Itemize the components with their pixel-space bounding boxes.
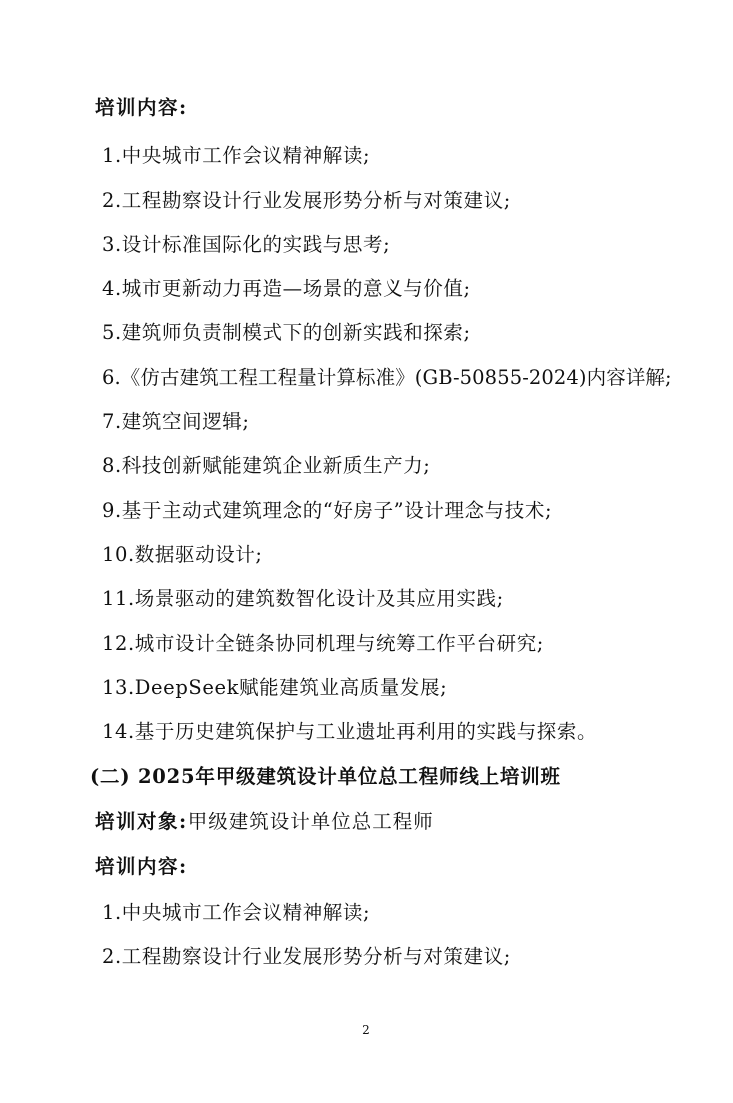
training-target	[95, 807, 434, 837]
list-item: 2.工程勘察设计行业发展形势分析与对策建议;	[102, 189, 511, 212]
section-title: (二) 2025年甲级建筑设计单位总工程师线上培训班	[90, 765, 561, 788]
page-number: 2	[362, 1023, 370, 1037]
list-item: 3.设计标准国际化的实践与思考;	[102, 233, 391, 256]
list-item: 14.基于历史建筑保护与工业遗址再利用的实践与探索。	[102, 720, 598, 743]
list-item: 9.基于主动式建筑理念的“好房子”设计理念与技术;	[102, 499, 553, 522]
list-item: 1.中央城市工作会议精神解读;	[102, 901, 371, 924]
list-item: 13.DeepSeek赋能建筑业高质量发展;	[102, 676, 448, 699]
list-item: 11.场景驱动的建筑数智化设计及其应用实践;	[102, 587, 504, 610]
list-item: 6.《仿古建筑工程工程量计算标准》(GB-50855-2024)内容详解;	[102, 366, 672, 389]
list-item: 12.城市设计全链条协同机理与统筹工作平台研究;	[102, 632, 544, 655]
content-heading: 培训内容:	[95, 96, 188, 119]
list-item: 5.建筑师负责制模式下的创新实践和探索;	[102, 321, 471, 344]
list-item: 7.建筑空间逻辑;	[102, 410, 250, 433]
list-item: 2.工程勘察设计行业发展形势分析与对策建议;	[102, 945, 511, 968]
list-item: 1.中央城市工作会议精神解读;	[102, 144, 371, 167]
list-item: 8.科技创新赋能建筑企业新质生产力;	[102, 454, 431, 477]
training-target-value: 甲级建筑设计单位总工程师	[187, 810, 434, 833]
list-item: 4.城市更新动力再造—场景的意义与价值;	[102, 277, 471, 300]
list-item: 10.数据驱动设计;	[102, 543, 263, 566]
training-target-label: 培训对象:	[95, 810, 188, 833]
content-heading: 培训内容:	[95, 855, 188, 878]
